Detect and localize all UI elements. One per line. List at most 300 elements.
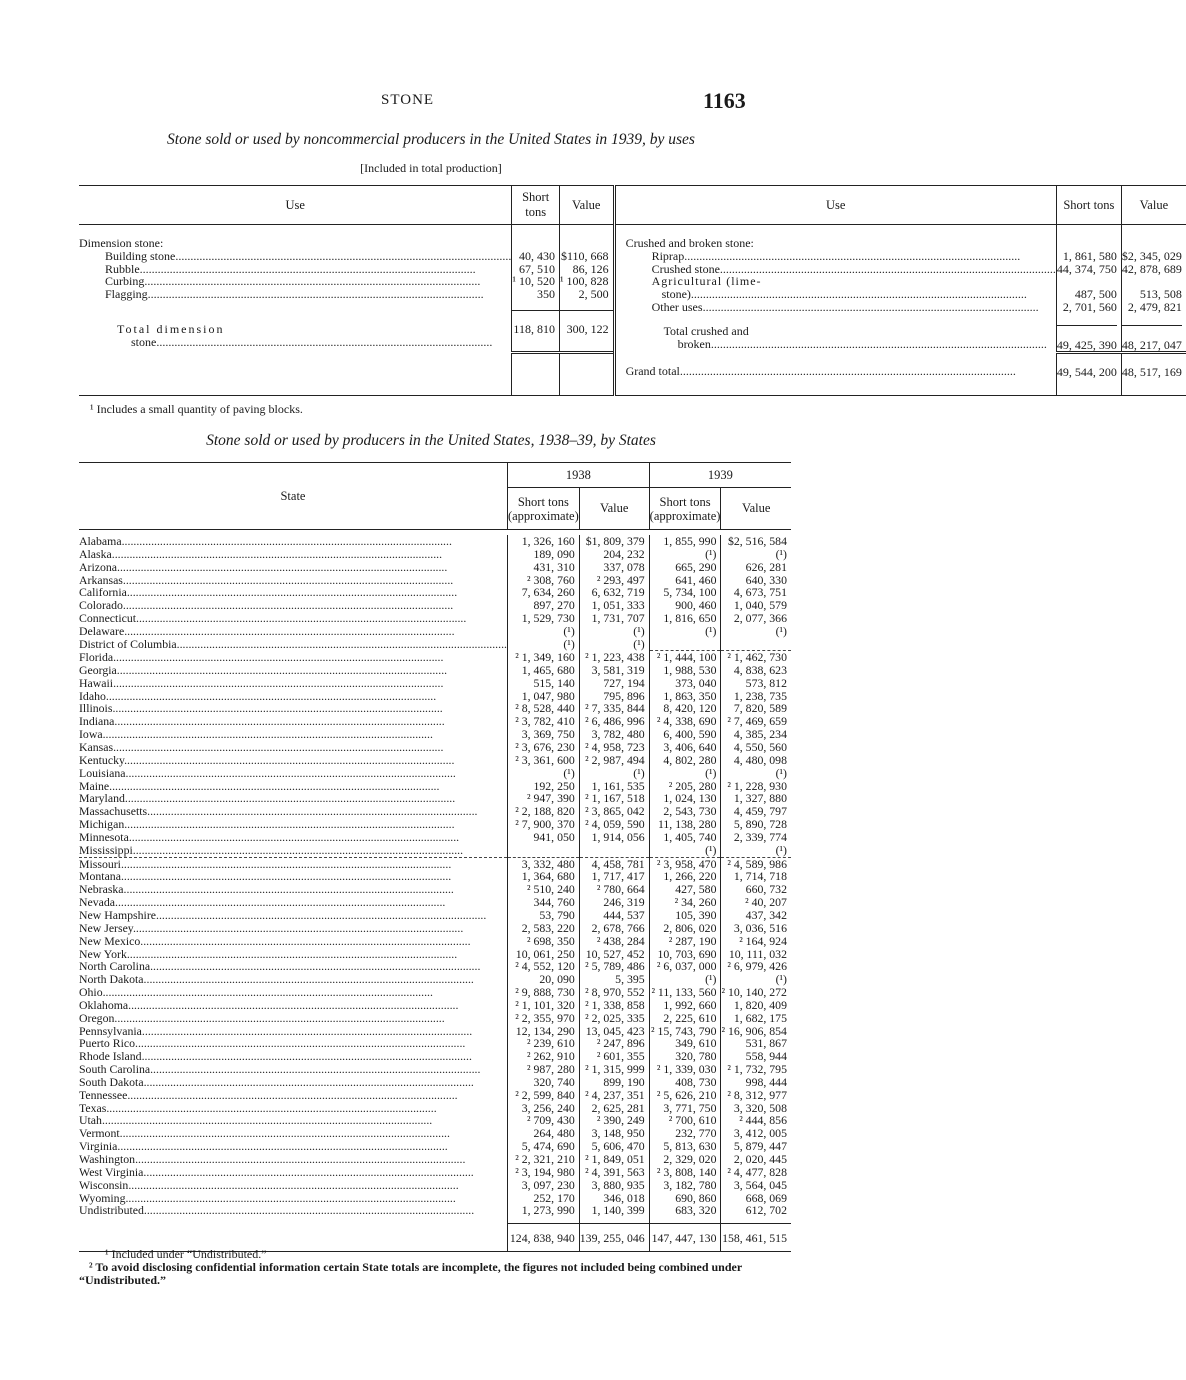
state-name: Indiana ..... (79, 715, 507, 728)
state-name: California ..... (79, 586, 507, 599)
cell-value: 3, 412, 005 (721, 1127, 791, 1140)
state-name: Ohio ..... (79, 986, 507, 999)
cell-value: 4, 458, 781 (579, 857, 649, 870)
cell-tons: 264, 480 (507, 1127, 579, 1140)
cell-tons: 350 (536, 287, 555, 302)
cell-tons: 431, 310 (507, 561, 579, 574)
cell-value: ² 4, 059, 590 (579, 818, 649, 831)
cell-value: 3, 880, 935 (579, 1179, 649, 1192)
cell-tons: 1, 364, 680 (507, 870, 579, 883)
cell-total: 147, 447, 130 (649, 1223, 721, 1252)
cell-value: ¹ 100, 828 (559, 274, 609, 289)
table-row (79, 857, 791, 870)
table2-caption: Stone sold or used by producers in the United States, 1938–39, by States (206, 432, 656, 449)
running-title: STONE (381, 92, 435, 108)
col-header-value: Value (1121, 186, 1186, 225)
cell-tons: ² 3, 782, 410 (507, 715, 579, 728)
cell-value: 1, 717, 417 (579, 870, 649, 883)
cell-value: ² 164, 924 (721, 935, 791, 948)
state-name: Nevada ..... (79, 896, 507, 909)
cell-value: ² 8, 312, 977 (721, 1089, 791, 1102)
state-name: Connecticut ..... (79, 612, 507, 625)
cell-value: 899, 190 (579, 1076, 649, 1089)
state-name: New Mexico ..... (79, 935, 507, 948)
state-name: North Carolina ..... (79, 960, 507, 973)
cell-value: ² 4, 477, 828 (721, 1166, 791, 1179)
cell-value: 3, 564, 045 (721, 1179, 791, 1192)
cell-value: ² 5, 789, 486 (579, 960, 649, 973)
cell-tons: (¹) (507, 638, 579, 651)
col-header-short-tons: Short tons (1056, 186, 1121, 225)
cell-value: 3, 320, 508 (721, 1102, 791, 1115)
cell-value: 660, 732 (721, 883, 791, 896)
cell-tons: 690, 860 (649, 1192, 721, 1205)
cell-value: ² 1, 462, 730 (721, 651, 791, 664)
cell-tons: (¹) (649, 625, 721, 638)
state-name: South Carolina ..... (79, 1063, 507, 1076)
cell-tons: 44, 374, 750 (1056, 261, 1117, 276)
cell-value: 1, 238, 735 (721, 690, 791, 703)
cell-value: ² 1, 849, 051 (579, 1153, 649, 1166)
cell-tons: ² 239, 610 (507, 1037, 579, 1050)
state-name: Florida ..... (79, 651, 507, 664)
table-row (79, 651, 791, 664)
cell-tons: 3, 369, 750 (507, 728, 579, 741)
cell-tons: ² 1, 349, 160 (507, 651, 579, 664)
cell-tons: ² 2, 188, 820 (507, 805, 579, 818)
cell-tons: 897, 270 (507, 599, 579, 612)
cell-tons: ² 1, 101, 320 (507, 999, 579, 1012)
cell-tons: ² 287, 190 (649, 935, 721, 948)
cell-value: 4, 459, 797 (721, 805, 791, 818)
cell-tons: 105, 390 (649, 909, 721, 922)
cell-value: (¹) (721, 973, 791, 986)
cell-value: ² 2, 025, 335 (579, 1012, 649, 1025)
cell-tons: (¹) (649, 844, 721, 857)
cell-tons: ² 947, 390 (507, 792, 579, 805)
state-name: Kansas ..... (79, 741, 507, 754)
cell-value: 1, 914, 056 (579, 831, 649, 844)
state-name: Nebraska ..... (79, 883, 507, 896)
cell-tons: 641, 460 (649, 574, 721, 587)
state-name: Texas ..... (79, 1102, 507, 1115)
cell-tons: 320, 780 (649, 1050, 721, 1063)
cell-value: $1, 809, 379 (579, 535, 649, 548)
cell-value: 531, 867 (721, 1037, 791, 1050)
state-name: Virginia ..... (79, 1140, 507, 1153)
cell-value: 48, 217, 047 (1121, 337, 1182, 352)
cell-value: 337, 078 (579, 561, 649, 574)
cell-value: 10, 527, 452 (579, 948, 649, 961)
table-row-label: Other uses ..... (626, 301, 1056, 314)
group-label: Dimension stone: (79, 236, 164, 250)
cell-value: 6, 632, 719 (579, 586, 649, 599)
cell-value: 573, 812 (721, 677, 791, 690)
footnote-1: ¹ Included under “Undistributed.” (105, 1247, 267, 1261)
cell-value: ² 6, 979, 426 (721, 960, 791, 973)
cell-value: ² 40, 207 (721, 896, 791, 909)
cell-tons: (¹) (649, 767, 721, 780)
cell-tons: ² 205, 280 (649, 780, 721, 793)
table1-subcaption: [Included in total production] (360, 161, 502, 175)
cell-tons: ² 1, 339, 030 (649, 1063, 721, 1076)
cell-tons: ² 709, 430 (507, 1114, 579, 1127)
cell-tons: 49, 425, 390 (1056, 337, 1117, 352)
state-name: Missouri ..... (79, 857, 507, 870)
cell-tons: ² 698, 350 (507, 935, 579, 948)
cell-tons: ² 11, 133, 560 (649, 986, 721, 999)
state-name: New York ..... (79, 948, 507, 961)
state-name: New Hampshire ..... (79, 909, 507, 922)
cell-value: 204, 232 (579, 548, 649, 561)
cell-tons: ² 8, 528, 440 (507, 702, 579, 715)
cell-value: 13, 045, 423 (579, 1025, 649, 1038)
cell-value: 1, 140, 399 (579, 1204, 649, 1217)
cell-value: (¹) (721, 767, 791, 780)
state-name: Undistributed ..... (79, 1204, 507, 1217)
cell-value: ² 4, 237, 351 (579, 1089, 649, 1102)
state-name: Rhode Island ..... (79, 1050, 507, 1063)
table-row-label: Flagging ..... (79, 288, 511, 301)
cell-tons: 665, 290 (649, 561, 721, 574)
state-name: Maine ..... (79, 780, 507, 793)
cell-tons: 8, 420, 120 (649, 702, 721, 715)
cell-tons: 12, 134, 290 (507, 1025, 579, 1038)
cell-tons: 941, 050 (507, 831, 579, 844)
cell-value: ² 8, 970, 552 (579, 986, 649, 999)
table-row-label: Curbing ..... (79, 275, 511, 288)
cell-value: 437, 342 (721, 909, 791, 922)
cell-value: 2, 020, 445 (721, 1153, 791, 1166)
cell-value: 795, 896 (579, 690, 649, 703)
cell-value: 1, 682, 175 (721, 1012, 791, 1025)
cell-tons: 3, 182, 780 (649, 1179, 721, 1192)
cell-tons: ² 3, 808, 140 (649, 1166, 721, 1179)
cell-value: $2, 516, 584 (721, 535, 791, 548)
state-name: Maryland ..... (79, 792, 507, 805)
table2-footnotes (79, 1248, 755, 1287)
state-name: Kentucky ..... (79, 754, 507, 767)
state-name: Vermont ..... (79, 1127, 507, 1140)
table-row-label: Riprap ..... (626, 250, 1056, 263)
cell-tons: 1, 326, 160 (507, 535, 579, 548)
cell-tons: (¹) (649, 548, 721, 561)
cell-tons: 2, 329, 020 (649, 1153, 721, 1166)
cell-value: 1, 714, 718 (721, 870, 791, 883)
table-row (79, 844, 791, 857)
total-label: stone ..... (79, 336, 511, 349)
cell-tons: 487, 500 (1074, 287, 1117, 302)
state-name: North Dakota ..... (79, 973, 507, 986)
cell-tons: 1, 266, 220 (649, 870, 721, 883)
state-name: Mississippi ..... (79, 844, 507, 857)
grand-total-label: Grand total ..... (614, 353, 1056, 396)
cell-value: 4, 838, 623 (721, 664, 791, 677)
state-name: Utah ..... (79, 1114, 507, 1127)
cell-tons: 5, 813, 630 (649, 1140, 721, 1153)
total-label: broken ..... (626, 338, 1056, 351)
state-name: Massachusetts ..... (79, 805, 507, 818)
cell-value: ² 3, 865, 042 (579, 805, 649, 818)
cell-tons: 2, 806, 020 (649, 922, 721, 935)
cell-value: 513, 508 (1139, 287, 1182, 302)
state-name: Alaska ..... (79, 548, 507, 561)
state-name: Georgia ..... (79, 664, 507, 677)
cell-value: 3, 036, 516 (721, 922, 791, 935)
cell-value: 3, 148, 950 (579, 1127, 649, 1140)
cell-tons: 3, 332, 480 (507, 857, 579, 870)
cell-tons: 6, 400, 590 (649, 728, 721, 741)
state-name: Arkansas ..... (79, 574, 507, 587)
cell-tons: 5, 734, 100 (649, 586, 721, 599)
cell-tons: 40, 430 (518, 248, 555, 263)
cell-value: 1, 820, 409 (721, 999, 791, 1012)
col-header-short-tons: Short tons (approximate) (507, 488, 579, 530)
col-header-short-tons: Short tons (approximate) (649, 488, 721, 530)
cell-tons: ² 2, 321, 210 (507, 1153, 579, 1166)
cell-value: 1, 051, 333 (579, 599, 649, 612)
state-name: Minnesota ..... (79, 831, 507, 844)
cell-value: 1, 327, 880 (721, 792, 791, 805)
table-row-label: stone) ..... (626, 288, 1056, 301)
cell-tons: 3, 406, 640 (649, 741, 721, 754)
cell-tons: ² 2, 355, 970 (507, 1012, 579, 1025)
cell-value: ² 247, 896 (579, 1037, 649, 1050)
total-label: Total dimension (117, 321, 225, 336)
cell-tons: 11, 138, 280 (649, 818, 721, 831)
state-name: Washington ..... (79, 1153, 507, 1166)
cell-value: 4, 550, 560 (721, 741, 791, 754)
cell-tons: 349, 610 (649, 1037, 721, 1050)
cell-tons: 900, 460 (649, 599, 721, 612)
state-name: Arizona ..... (79, 561, 507, 574)
col-header-year-1938: 1938 (507, 463, 649, 488)
cell-tons: 53, 790 (507, 909, 579, 922)
cell-value: ² 4, 958, 723 (579, 741, 649, 754)
state-name: Oregon ..... (79, 1012, 507, 1025)
cell-tons: (¹) (507, 767, 579, 780)
cell-value: 2, 625, 281 (579, 1102, 649, 1115)
cell-value: 5, 879, 447 (721, 1140, 791, 1153)
group-label: Crushed and broken stone: (625, 236, 754, 250)
cell-value: ² 4, 391, 563 (579, 1166, 649, 1179)
col-header-value: Value (579, 488, 649, 530)
cell-value: ² 6, 486, 996 (579, 715, 649, 728)
cell-tons: ² 510, 240 (507, 883, 579, 896)
cell-value: ² 1, 732, 795 (721, 1063, 791, 1076)
cell-tons: ² 1, 444, 100 (649, 651, 721, 664)
cell-total: 139, 255, 046 (579, 1223, 649, 1252)
page-number: 1163 (703, 88, 746, 113)
cell-value: 5, 606, 470 (579, 1140, 649, 1153)
cell-tons: ² 3, 676, 230 (507, 741, 579, 754)
cell-tons: ² 3, 361, 600 (507, 754, 579, 767)
col-header-short-tons: Short tons (512, 186, 560, 225)
cell-tons: (¹) (649, 973, 721, 986)
cell-value: 246, 319 (579, 896, 649, 909)
cell-value: 640, 330 (721, 574, 791, 587)
state-name: Colorado ..... (79, 599, 507, 612)
cell-tons: ² 5, 626, 210 (649, 1089, 721, 1102)
cell-tons: 192, 250 (507, 780, 579, 793)
cell-value: 2, 339, 774 (721, 831, 791, 844)
cell-value: 7, 820, 589 (721, 702, 791, 715)
cell-value: 558, 944 (721, 1050, 791, 1063)
table-row-label: Agricultural (lime- (651, 274, 762, 289)
cell-value: ² 390, 249 (579, 1114, 649, 1127)
cell-value: 2, 479, 821 (1127, 299, 1182, 314)
cell-tons: 320, 740 (507, 1076, 579, 1089)
cell-value: ² 1, 338, 858 (579, 999, 649, 1012)
cell-tons: ² 34, 260 (649, 896, 721, 909)
col-header-value: Value (559, 186, 614, 225)
cell-tons: 373, 040 (649, 677, 721, 690)
cell-value (721, 638, 791, 651)
cell-tons: 1, 273, 990 (507, 1204, 579, 1217)
cell-tons: 3, 256, 240 (507, 1102, 579, 1115)
cell-value: 3, 581, 319 (579, 664, 649, 677)
cell-tons: 3, 771, 750 (649, 1102, 721, 1115)
col-header-use: Use (79, 186, 512, 225)
cell-tons: 683, 320 (649, 1204, 721, 1217)
cell-value: (¹) (721, 548, 791, 561)
cell-tons: ² 15, 743, 790 (649, 1025, 721, 1038)
table-row-label: Rubble ..... (79, 263, 511, 276)
col-header-state: State (79, 463, 507, 530)
table1-caption: Stone sold or used by noncommercial producers in the United States in 1939, by uses (167, 131, 695, 148)
cell-tons: 232, 770 (649, 1127, 721, 1140)
cell-value: 3, 782, 480 (579, 728, 649, 741)
cell-total: 124, 838, 940 (507, 1223, 579, 1252)
cell-tons: 2, 543, 730 (649, 805, 721, 818)
cell-tons: 10, 061, 250 (507, 948, 579, 961)
cell-value: 1, 040, 579 (721, 599, 791, 612)
cell-tons: 1, 816, 650 (649, 612, 721, 625)
cell-value: 2, 678, 766 (579, 922, 649, 935)
cell-tons: ² 9, 888, 730 (507, 986, 579, 999)
state-name: Delaware ..... (79, 625, 507, 638)
cell-value: ² 16, 906, 854 (721, 1025, 791, 1038)
cell-tons: 2, 583, 220 (507, 922, 579, 935)
cell-value: ² 601, 355 (579, 1050, 649, 1063)
cell-tons: ² 308, 760 (507, 574, 579, 587)
cell-tons: 1, 405, 740 (649, 831, 721, 844)
cell-value: 300, 122 (566, 322, 609, 337)
cell-tons: 1, 855, 990 (649, 535, 721, 548)
cell-value: 727, 194 (579, 677, 649, 690)
cell-value: 42, 878, 689 (1121, 261, 1182, 276)
cell-value: ² 7, 335, 844 (579, 702, 649, 715)
cell-value: 4, 385, 234 (721, 728, 791, 741)
cell-tons: ² 262, 910 (507, 1050, 579, 1063)
cell-value: 998, 444 (721, 1076, 791, 1089)
cell-value: 4, 673, 751 (721, 586, 791, 599)
cell-value: 10, 111, 032 (721, 948, 791, 961)
cell-tons: 49, 544, 200 (1056, 353, 1121, 396)
cell-tons: 427, 580 (649, 883, 721, 896)
total-label: Total crushed and (663, 323, 749, 338)
table-noncommercial-by-uses (79, 185, 1186, 396)
cell-tons (649, 638, 721, 651)
state-name: Oklahoma ..... (79, 999, 507, 1012)
cell-value (579, 844, 649, 857)
col-header-value: Value (721, 488, 791, 530)
state-name: Wyoming ..... (79, 1192, 507, 1205)
table-row-label: Crushed stone ..... (626, 263, 1056, 276)
cell-value: ² 438, 284 (579, 935, 649, 948)
cell-tons: ² 6, 037, 000 (649, 960, 721, 973)
cell-tons: 20, 090 (507, 973, 579, 986)
cell-tons: (¹) (507, 625, 579, 638)
cell-tons: 189, 090 (507, 548, 579, 561)
cell-tons: ² 4, 338, 690 (649, 715, 721, 728)
state-name: New Jersey ..... (79, 922, 507, 935)
cell-tons: ² 987, 280 (507, 1063, 579, 1076)
cell-tons: 3, 097, 230 (507, 1179, 579, 1192)
cell-value: ² 1, 167, 518 (579, 792, 649, 805)
state-name: Idaho ..... (79, 690, 507, 703)
state-name: South Dakota ..... (79, 1076, 507, 1089)
cell-tons: 1, 861, 580 (1062, 248, 1117, 263)
cell-value: 612, 702 (721, 1204, 791, 1217)
cell-value: 1, 731, 707 (579, 612, 649, 625)
cell-tons: 2, 225, 610 (649, 1012, 721, 1025)
cell-tons (507, 844, 579, 857)
cell-tons: ¹ 10, 520 (512, 274, 555, 289)
cell-tons: 1, 988, 530 (649, 664, 721, 677)
cell-value: ² 7, 469, 659 (721, 715, 791, 728)
cell-value: (¹) (579, 767, 649, 780)
state-name: District of Columbia ..... (79, 638, 507, 651)
cell-tons: ² 3, 958, 470 (649, 857, 721, 870)
cell-tons: 1, 047, 980 (507, 690, 579, 703)
cell-value: 5, 395 (579, 973, 649, 986)
table1-footnote: ¹ Includes a small quantity of paving blocks. (90, 402, 303, 416)
cell-value: $2, 345, 029 (1121, 248, 1182, 263)
state-name: West Virginia ..... (79, 1166, 507, 1179)
cell-value: ² 293, 497 (579, 574, 649, 587)
running-header (0, 88, 862, 114)
state-name: Louisiana ..... (79, 767, 507, 780)
state-name: Michigan ..... (79, 818, 507, 831)
cell-value: $110, 668 (561, 248, 609, 263)
cell-tons: 408, 730 (649, 1076, 721, 1089)
cell-tons: ² 2, 599, 840 (507, 1089, 579, 1102)
cell-tons: 67, 510 (518, 261, 555, 276)
state-name: Hawaii ..... (79, 677, 507, 690)
cell-value: 346, 018 (579, 1192, 649, 1205)
cell-value: (¹) (721, 844, 791, 857)
table-by-states (79, 462, 791, 1252)
state-name: Tennessee ..... (79, 1089, 507, 1102)
cell-value: (¹) (579, 625, 649, 638)
col-header-year-1939: 1939 (649, 463, 791, 488)
cell-value: ² 1, 228, 930 (721, 780, 791, 793)
footnote-2: ² To avoid disclosing confidential information certain State totals are incomplete, the figures not included being combined under “Undistributed.” (79, 1260, 742, 1287)
cell-value: 444, 537 (579, 909, 649, 922)
cell-value: 668, 069 (721, 1192, 791, 1205)
state-name: Montana ..... (79, 870, 507, 883)
cell-tons: 2, 701, 560 (1062, 299, 1117, 314)
cell-value: 626, 281 (721, 561, 791, 574)
cell-tons: 118, 810 (513, 322, 555, 337)
cell-value: 86, 126 (572, 261, 609, 276)
cell-value: 2, 077, 366 (721, 612, 791, 625)
cell-tons: 10, 703, 690 (649, 948, 721, 961)
cell-tons: 344, 760 (507, 896, 579, 909)
cell-tons: 1, 529, 730 (507, 612, 579, 625)
state-name: Illinois ..... (79, 702, 507, 715)
